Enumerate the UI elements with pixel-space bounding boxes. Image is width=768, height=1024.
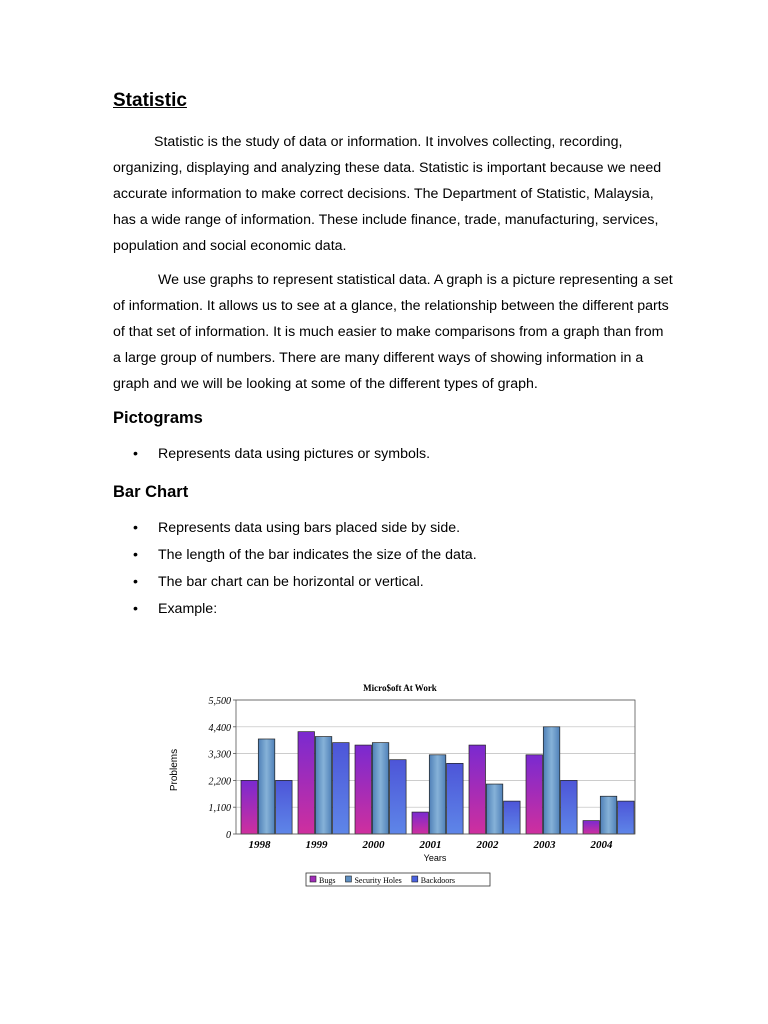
bar-security-holes [429,755,446,834]
list-item: • Represents data using pictures or symbols. [113,441,673,468]
bar-security-holes [258,739,275,834]
legend-swatch [412,876,418,882]
bar-backdoors [561,780,578,834]
page-title: Statistic [113,90,187,111]
document-page [113,88,673,623]
x-tick-label: 2003 [533,839,556,851]
bar-security-holes [600,796,617,834]
x-tick-label: 2000 [362,839,385,851]
legend-swatch [310,876,316,882]
y-tick-label: 4,400 [208,722,231,734]
bar-bugs [469,745,486,834]
bar-security-holes [315,737,332,834]
list-item: • Example: [113,596,673,623]
bar-security-holes [486,784,503,834]
bar-security-holes [372,743,389,834]
x-tick-label: 1998 [248,839,271,851]
pictograms-list [113,441,673,468]
y-tick-label: 5,500 [208,696,231,707]
bar-backdoors [333,743,350,834]
legend-swatch [345,876,351,882]
chart-title: Micro$oft At Work [363,683,437,693]
x-tick-label: 2001 [419,839,442,851]
bar-bugs [355,745,372,834]
bar-backdoors [504,801,520,834]
y-axis-label: Problems [169,748,180,792]
paragraph-statistic-intro: Statistic is the study of data or information. It involves collecting, recording, organizing, displaying and analyzing these data. Statistic is important because we need accurate information to make correct decisions. The Department of Statistic, Malaysia, has a wide range of information. These include finance, trade, manufacturing, services, population and social economic data. [113,134,662,254]
bar-chart [165,676,645,896]
section-heading-bar-chart: Bar Chart [113,483,189,501]
bar-bugs [526,755,543,834]
x-tick-label: 2004 [590,839,613,851]
legend-label: Security Holes [354,876,402,885]
bar-bugs [583,821,600,834]
bar-bugs [241,780,258,834]
x-tick-label: 2002 [476,839,499,851]
list-item: • The length of the bar indicates the size of the data. [113,542,673,569]
y-tick-label: 1,100 [208,803,231,815]
y-tick-label: 3,300 [208,749,231,761]
legend-label: Backdoors [420,876,455,885]
bar-chart-list [113,515,673,623]
bar-backdoors [390,760,407,834]
list-item: • Represents data using bars placed side by side. [113,515,673,542]
section-heading-pictograms: Pictograms [113,409,203,427]
x-axis-label: Years [423,853,447,863]
bar-backdoors [618,801,635,834]
chart-legend [306,873,490,886]
legend-label: Bugs [319,876,336,885]
bar-bugs [412,812,429,834]
x-tick-label: 1999 [305,839,328,851]
y-tick-label: 2,200 [208,776,231,788]
y-tick-label: 0 [226,830,231,841]
bar-bugs [298,732,315,834]
bar-backdoors [276,780,293,834]
bar-security-holes [543,727,560,834]
paragraph-graphs-intro: We use graphs to represent statistical data. A graph is a picture representing a set of information. It allows us to see at a glance, the relationship between the different parts of that set of information. It is much easier to make comparisons from a graph than from a large group of numbers. There are many different ways of showing information in a graph and we will be looking at some of the different types of graph. [113,272,673,392]
list-item: • The bar chart can be horizontal or vertical. [113,569,673,596]
bar-backdoors [447,763,464,834]
